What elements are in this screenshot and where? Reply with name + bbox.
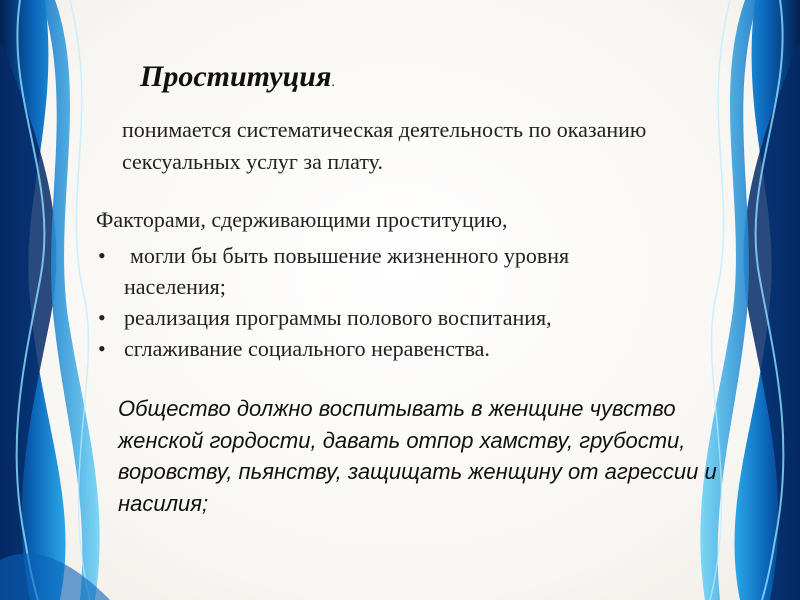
definition-text: понимается систематическая деятельность по оказанию сексуальных услуг за плату.	[122, 117, 647, 174]
list-item-text: реализация программы полового воспитания,	[124, 305, 552, 330]
factors-heading: Факторами, сдерживающими проституцию,	[96, 207, 508, 232]
list-item-text-continued: населения;	[124, 274, 226, 299]
title-dot: .	[331, 75, 335, 90]
title-text: Проституция	[140, 60, 332, 93]
list-item-text: могли бы быть повышение жизненного уровня	[130, 243, 570, 268]
bullet-icon: •	[98, 243, 106, 268]
slide-title	[140, 60, 335, 94]
list-item	[96, 240, 696, 302]
list-item-text: сглаживание социального неравенства.	[124, 336, 490, 361]
list-item	[96, 302, 696, 333]
bullet-icon: •	[98, 305, 106, 330]
list-item	[96, 333, 696, 364]
society-statement: Общество должно воспитывать в женщине чувство женской гордости, давать отпор хамству, грубости, воровству, пьянству, защищать женщину от агрессии и насилия;	[118, 396, 717, 516]
left-ribbon-decoration	[0, 0, 110, 600]
factors-list	[96, 240, 696, 364]
bullet-icon: •	[98, 336, 106, 361]
